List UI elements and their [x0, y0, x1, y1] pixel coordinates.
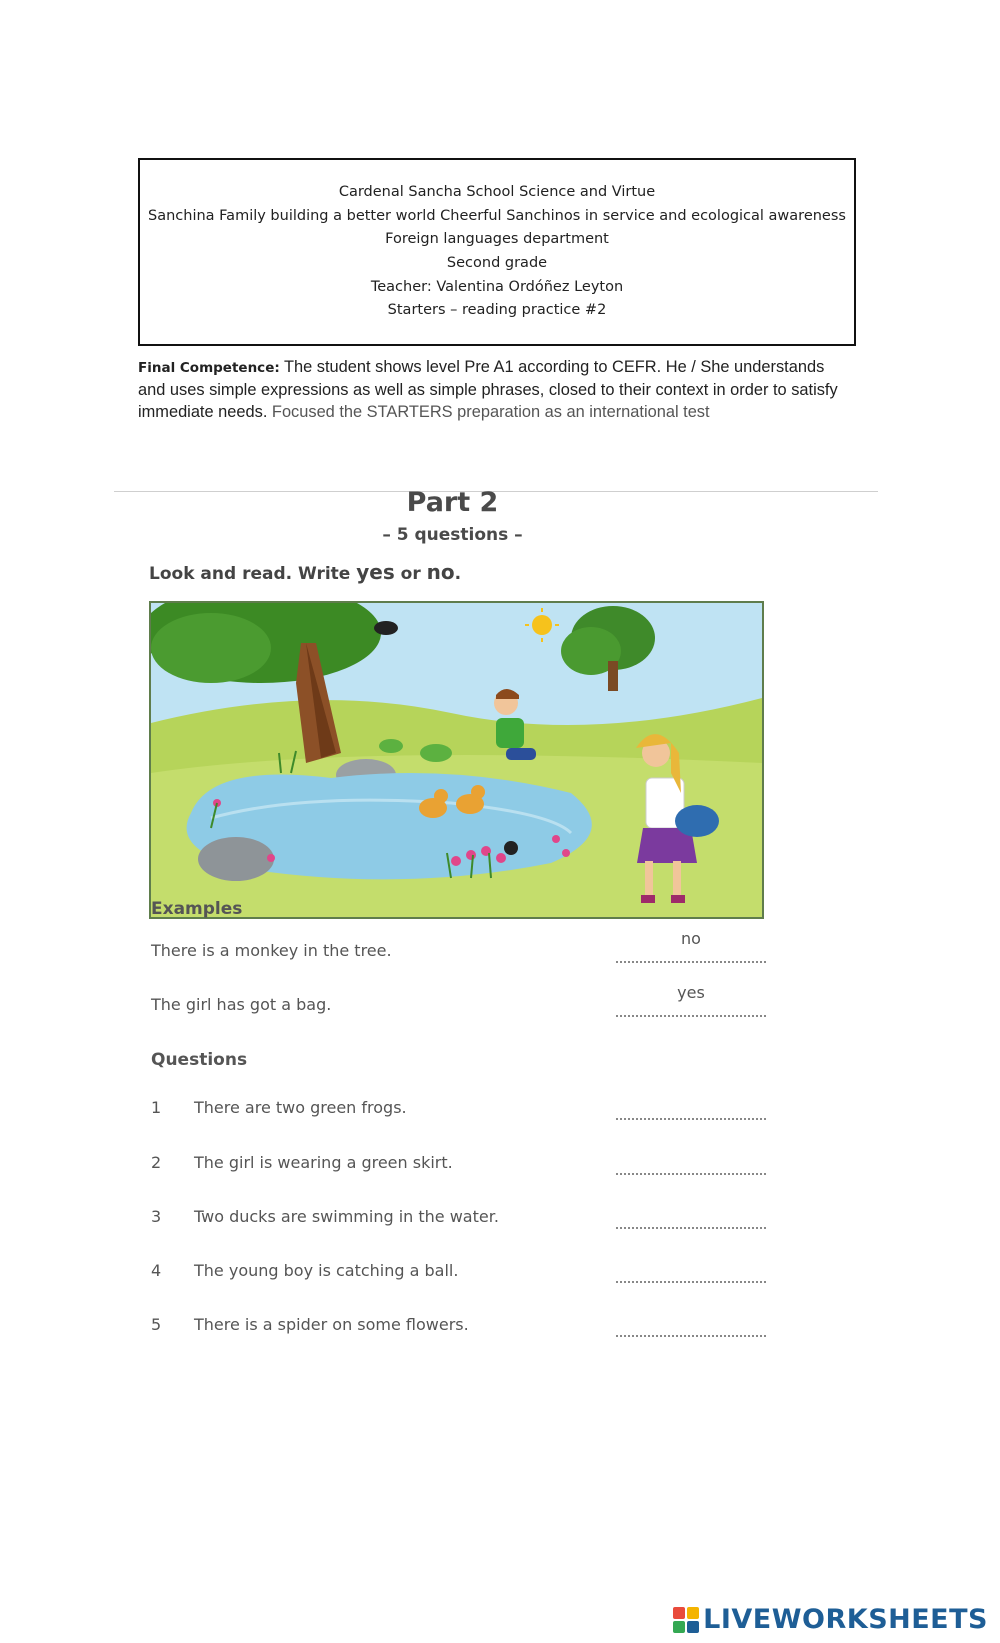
answer-input-3[interactable]: [616, 1215, 766, 1229]
answer-input-2[interactable]: [616, 1161, 766, 1175]
competence-label: Final Competence:: [138, 360, 280, 376]
instruction-end: .: [454, 564, 462, 584]
question-number: 2: [151, 1153, 162, 1172]
question-row: [151, 1207, 771, 1231]
liveworksheets-logo-icon: [673, 1607, 699, 1633]
example-row: [151, 929, 771, 965]
header-line-motto: Sanchina Family building a better world Cheerful Sanchinos in service and ecological awareness: [148, 207, 846, 224]
instruction-yes: yes: [356, 560, 395, 584]
final-competence: [138, 356, 838, 423]
question-row: [151, 1153, 771, 1177]
answer-dotted-line: [616, 949, 766, 963]
school-header-box: [138, 158, 856, 346]
part-title: Part 2: [406, 487, 499, 518]
question-number: 3: [151, 1207, 162, 1226]
competence-extra: Focused the STARTERS preparation as an international test: [267, 403, 710, 421]
answer-input-4[interactable]: [616, 1269, 766, 1283]
header-line-worksheet-title: Starters – reading practice #2: [387, 302, 607, 319]
question-number: 1: [151, 1098, 162, 1117]
liveworksheets-logo[interactable]: [673, 1604, 988, 1635]
instruction-or: or: [394, 564, 427, 584]
question-row: [151, 1261, 771, 1285]
instruction: [149, 560, 461, 584]
instruction-no: no: [426, 560, 455, 584]
question-row: [151, 1315, 771, 1339]
header-line-teacher: Teacher: Valentina Ordóñez Leyton: [370, 278, 624, 295]
instruction-text: Look and read. Write: [149, 564, 357, 584]
examples-heading: Examples: [151, 899, 243, 919]
liveworksheets-wordmark: LIVEWORKSHEETS: [703, 1604, 988, 1635]
question-text: Two ducks are swimming in the water.: [194, 1207, 499, 1226]
answer-dotted-line: [616, 1003, 766, 1017]
question-number: 4: [151, 1261, 162, 1280]
question-text: The girl is wearing a green skirt.: [194, 1153, 453, 1172]
example-text: There is a monkey in the tree.: [151, 941, 392, 960]
header-line-grade: Second grade: [446, 255, 548, 271]
part-subtitle: – 5 questions –: [382, 525, 523, 545]
question-text: There is a spider on some flowers.: [194, 1315, 469, 1334]
header-line-department: Foreign languages department: [385, 231, 609, 248]
answer-input-1[interactable]: [616, 1106, 766, 1120]
example-text: The girl has got a bag.: [151, 995, 332, 1014]
question-text: There are two green frogs.: [194, 1098, 407, 1117]
questions-heading: Questions: [151, 1050, 248, 1070]
example-answer: no: [681, 929, 701, 948]
pond-scene-illustration: [149, 601, 764, 919]
header-line-school: Cardenal Sancha School Science and Virtue: [338, 184, 656, 201]
question-number: 5: [151, 1315, 162, 1334]
competence-text: The student shows level Pre A1 according to CEFR. He / She understands and uses simple expressions as well as simple phrases, closed to their context in order to satisfy immediate needs.: [138, 358, 838, 421]
example-answer: yes: [677, 983, 705, 1002]
question-text: The young boy is catching a ball.: [194, 1261, 459, 1280]
answer-input-5[interactable]: [616, 1323, 766, 1337]
example-row: [151, 983, 771, 1019]
question-row: [151, 1098, 771, 1122]
